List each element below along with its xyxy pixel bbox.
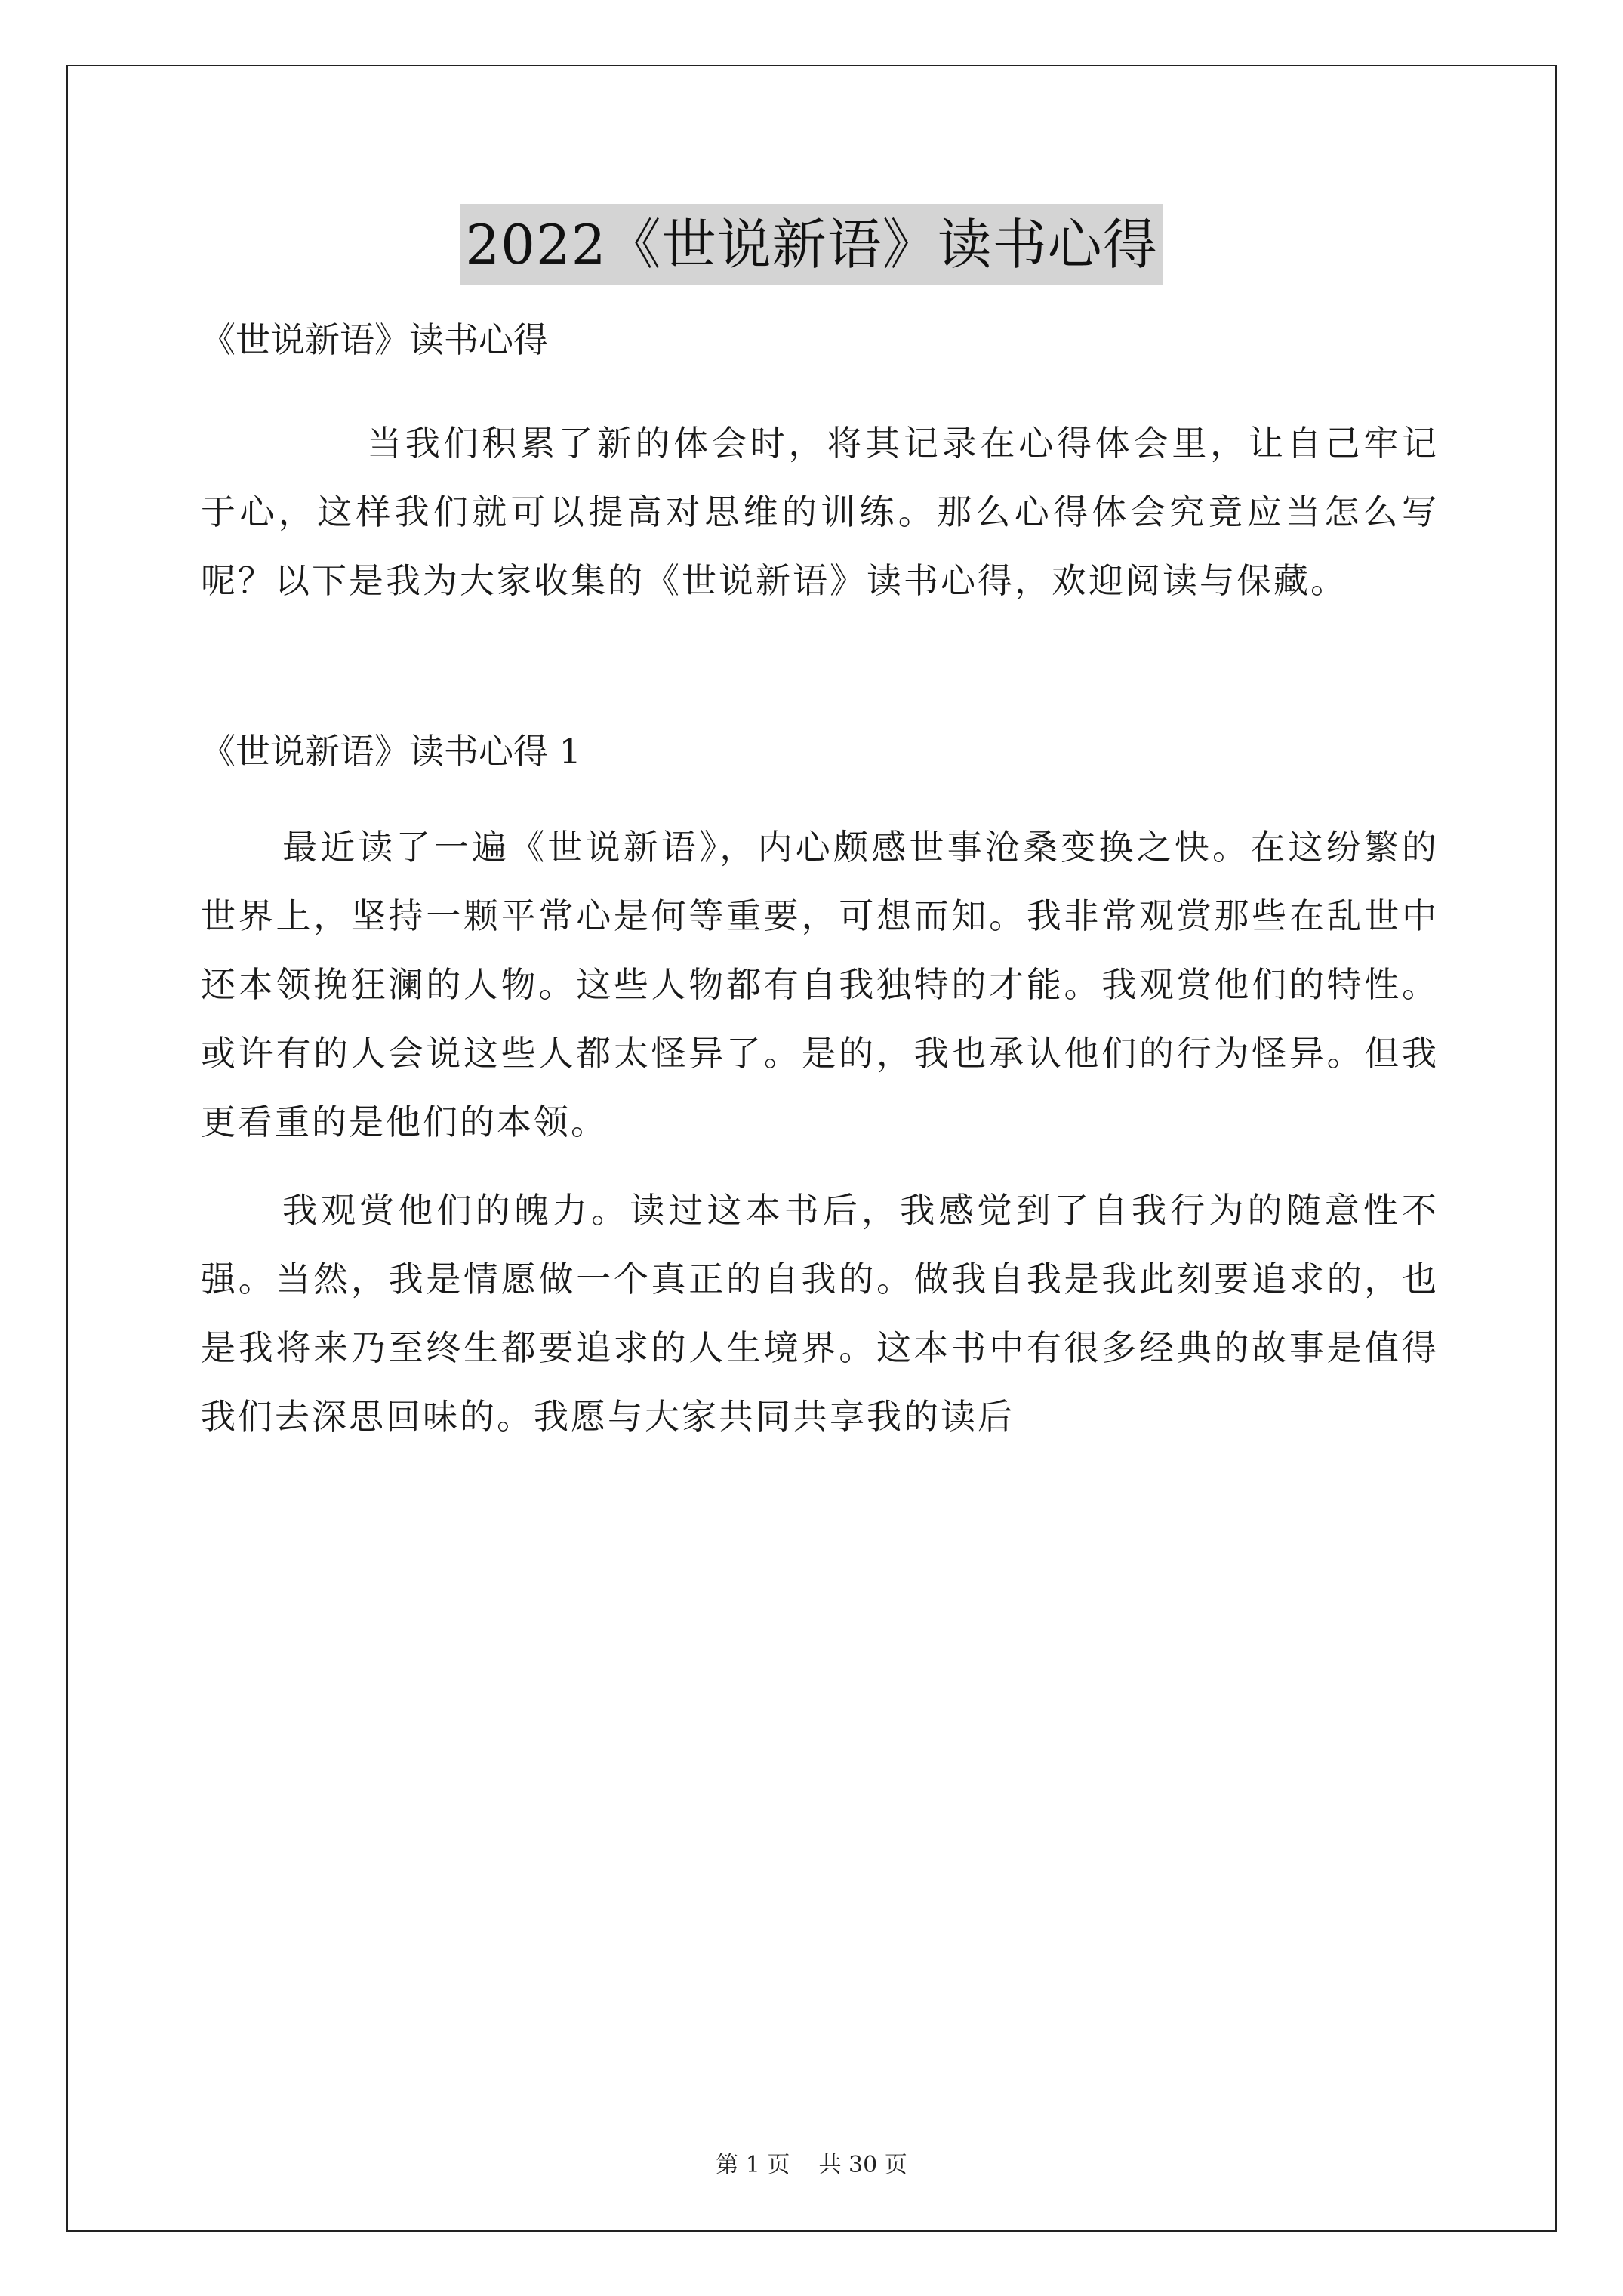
document-body [201,306,1439,1451]
body-paragraph-1: 最近读了一遍《世说新语》，内心颇感世事沧桑变换之快。在这纷繁的世界上，坚持一颗平常心是何等重要，可想而知。我非常观赏那些在乱世中还本领挽狂澜的人物。这些人物都有自我独特的才能。我观赏他们的特性。或许有的人会说这些人都太怪异了。是的，我也承认他们的行为怪异。但我更看重的是他们的本领。 [201,827,1439,1142]
section-heading: 《世说新语》读书心得 1 [201,731,581,772]
intro-heading: 《世说新语》读书心得 [201,319,548,360]
page-number-footer: 第 1 页 共 30 页 [716,2152,907,2178]
intro-paragraph: 当我们积累了新的体会时，将其记录在心得体会里，让自己牢记于心，这样我们就可以提高对思维的训练。那么心得体会究竟应当怎么写呢？以下是我为大家收集的《世说新语》读书心得，欢迎阅读与保藏。 [201,423,1439,601]
title-block [0,204,1623,285]
document-title: 2022《世说新语》读书心得 [460,204,1162,285]
body-paragraph-2: 我观赏他们的魄力。读过这本书后，我感觉到了自我行为的随意性不强。当然，我是情愿做一个真正的自我的。做我自我是我此刻要追求的，也是我将来乃至终生都要追求的人生境界。这本书中有很多经典的故事是值得我们去深思回味的。我愿与大家共同共享我的读后 [201,1190,1439,1437]
